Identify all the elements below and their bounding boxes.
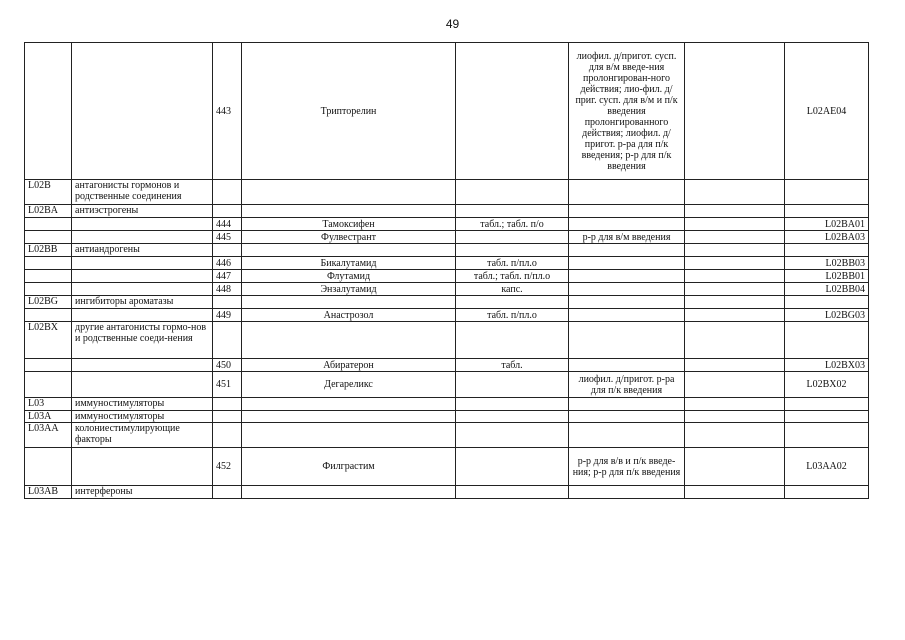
row-number-cell [213,205,242,218]
drug-name-cell: Дегареликс [242,372,456,398]
atc-code-cell [25,270,72,283]
row-number-cell [213,423,242,448]
row-number-cell [213,296,242,309]
row-number-cell: 443 [213,43,242,180]
row-number-cell: 444 [213,218,242,231]
drug-name-cell: Тамоксифен [242,218,456,231]
drug-name-cell: Филграстим [242,448,456,486]
form-description-cell: р-р для в/м введения [569,231,685,244]
empty-cell [685,411,785,423]
empty-cell [685,43,785,180]
form-description-cell [569,270,685,283]
group-name-cell [72,43,213,180]
row-number-cell: 450 [213,359,242,372]
dosage-form-cell [456,448,569,486]
drug-atc-code-cell [785,205,869,218]
dosage-form-cell [456,43,569,180]
empty-cell [685,296,785,309]
empty-cell [685,448,785,486]
group-name-cell [72,309,213,322]
group-name-cell [72,372,213,398]
drug-atc-code-cell: L02BB01 [785,270,869,283]
drug-atc-code-cell [785,486,869,499]
group-name-cell: иммуностимуляторы [72,398,213,411]
group-name-cell [72,448,213,486]
atc-code-cell [25,283,72,296]
drug-atc-code-cell: L02BX03 [785,359,869,372]
empty-cell [685,257,785,270]
drug-name-cell [242,205,456,218]
drug-name-cell [242,296,456,309]
drug-name-cell: Фулвестрант [242,231,456,244]
group-name-cell [72,270,213,283]
drug-atc-code-cell [785,296,869,309]
drug-atc-code-cell: L03AA02 [785,448,869,486]
drug-name-cell [242,411,456,423]
atc-code-cell: L02BX [25,322,72,359]
group-name-cell: антиэстрогены [72,205,213,218]
drug-atc-code-cell: L02AE04 [785,43,869,180]
drug-table [24,42,869,499]
drug-atc-code-cell [785,398,869,411]
empty-cell [685,244,785,257]
empty-cell [685,180,785,205]
table-row [25,322,869,359]
atc-code-cell [25,231,72,244]
drug-name-cell: Трипторелин [242,43,456,180]
atc-code-cell [25,309,72,322]
atc-code-cell: L02B [25,180,72,205]
atc-code-cell: L03 [25,398,72,411]
drug-atc-code-cell [785,322,869,359]
dosage-form-cell [456,180,569,205]
dosage-form-cell [456,205,569,218]
atc-code-cell: L03AA [25,423,72,448]
form-description-cell [569,180,685,205]
row-number-cell: 449 [213,309,242,322]
table-row [25,398,869,411]
dosage-form-cell: капс. [456,283,569,296]
table-row [25,423,869,448]
table-row [25,270,869,283]
table-row [25,448,869,486]
dosage-form-cell [456,411,569,423]
empty-cell [685,486,785,499]
row-number-cell [213,411,242,423]
table-row [25,411,869,423]
form-description-cell [569,205,685,218]
form-description-cell [569,359,685,372]
atc-code-cell: L02BB [25,244,72,257]
empty-cell [685,205,785,218]
form-description-cell [569,486,685,499]
form-description-cell [569,283,685,296]
empty-cell [685,359,785,372]
drug-name-cell: Анастрозол [242,309,456,322]
drug-name-cell [242,322,456,359]
table-row [25,486,869,499]
drug-name-cell [242,486,456,499]
dosage-form-cell [456,231,569,244]
drug-name-cell: Абиратерон [242,359,456,372]
atc-code-cell [25,359,72,372]
empty-cell [685,218,785,231]
form-description-cell [569,244,685,257]
drug-name-cell [242,423,456,448]
dosage-form-cell [456,322,569,359]
row-number-cell: 445 [213,231,242,244]
dosage-form-cell [456,423,569,448]
group-name-cell: другие антагонисты гормо-нов и родственные соеди-нения [72,322,213,359]
empty-cell [685,309,785,322]
table-row [25,218,869,231]
form-description-cell [569,423,685,448]
table-row [25,257,869,270]
table-row [25,43,869,180]
form-description-cell: р-р для в/в и п/к введе-ния; р-р для п/к введения [569,448,685,486]
row-number-cell: 448 [213,283,242,296]
row-number-cell [213,180,242,205]
drug-atc-code-cell [785,180,869,205]
dosage-form-cell: табл. п/пл.о [456,309,569,322]
table-row [25,359,869,372]
table-row [25,180,869,205]
form-description-cell [569,322,685,359]
drug-atc-code-cell: L02BG03 [785,309,869,322]
drug-atc-code-cell: L02BA03 [785,231,869,244]
form-description-cell [569,411,685,423]
group-name-cell [72,231,213,244]
drug-atc-code-cell: L02BA01 [785,218,869,231]
form-description-cell: лиофил. д/пригот. р-ра для п/к введения [569,372,685,398]
drug-atc-code-cell [785,423,869,448]
empty-cell [685,283,785,296]
table-row [25,372,869,398]
form-description-cell: лиофил. д/пригот. сусп. для в/м введе-ния пролонгирован-ного действия; лио-фил. д/приг. сусп. для в/м и п/к введения пролонгированного действия; лиофил. д/пригот. р-ра для п/к введения; р-р для п/к введения [569,43,685,180]
dosage-form-cell [456,372,569,398]
atc-code-cell: L03A [25,411,72,423]
group-name-cell: ингибиторы ароматазы [72,296,213,309]
drug-name-cell: Энзалутамид [242,283,456,296]
drug-name-cell: Бикалутамид [242,257,456,270]
row-number-cell [213,398,242,411]
drug-name-cell [242,180,456,205]
dosage-form-cell: табл.; табл. п/пл.о [456,270,569,283]
group-name-cell [72,359,213,372]
row-number-cell: 447 [213,270,242,283]
drug-atc-code-cell: L02BB03 [785,257,869,270]
row-number-cell [213,244,242,257]
atc-code-cell: L02BG [25,296,72,309]
table-row [25,244,869,257]
atc-code-cell [25,372,72,398]
table-row [25,309,869,322]
row-number-cell [213,486,242,499]
atc-code-cell [25,448,72,486]
form-description-cell [569,257,685,270]
dosage-form-cell: табл. п/пл.о [456,257,569,270]
drug-atc-code-cell [785,244,869,257]
empty-cell [685,322,785,359]
group-name-cell [72,283,213,296]
dosage-form-cell: табл.; табл. п/о [456,218,569,231]
dosage-form-cell [456,486,569,499]
drug-name-cell [242,398,456,411]
row-number-cell [213,322,242,359]
atc-code-cell: L02BA [25,205,72,218]
atc-code-cell [25,218,72,231]
empty-cell [685,398,785,411]
group-name-cell [72,218,213,231]
drug-atc-code-cell [785,411,869,423]
dosage-form-cell [456,244,569,257]
group-name-cell: интерфероны [72,486,213,499]
table-row [25,205,869,218]
dosage-form-cell: табл. [456,359,569,372]
drug-atc-code-cell: L02BX02 [785,372,869,398]
atc-code-cell: L03AB [25,486,72,499]
page-number: 49 [445,17,460,31]
form-description-cell [569,398,685,411]
group-name-cell: колониестимулирующие факторы [72,423,213,448]
row-number-cell: 451 [213,372,242,398]
drug-name-cell: Флутамид [242,270,456,283]
drug-atc-code-cell: L02BB04 [785,283,869,296]
empty-cell [685,372,785,398]
dosage-form-cell [456,398,569,411]
table-row [25,231,869,244]
empty-cell [685,231,785,244]
table-row [25,296,869,309]
empty-cell [685,423,785,448]
group-name-cell [72,257,213,270]
atc-code-cell [25,43,72,180]
atc-code-cell [25,257,72,270]
row-number-cell: 446 [213,257,242,270]
dosage-form-cell [456,296,569,309]
form-description-cell [569,218,685,231]
empty-cell [685,270,785,283]
group-name-cell: антагонисты гормонов и родственные соединения [72,180,213,205]
form-description-cell [569,309,685,322]
table-row [25,283,869,296]
drug-name-cell [242,244,456,257]
group-name-cell: антиандрогены [72,244,213,257]
group-name-cell: иммуностимуляторы [72,411,213,423]
row-number-cell: 452 [213,448,242,486]
form-description-cell [569,296,685,309]
